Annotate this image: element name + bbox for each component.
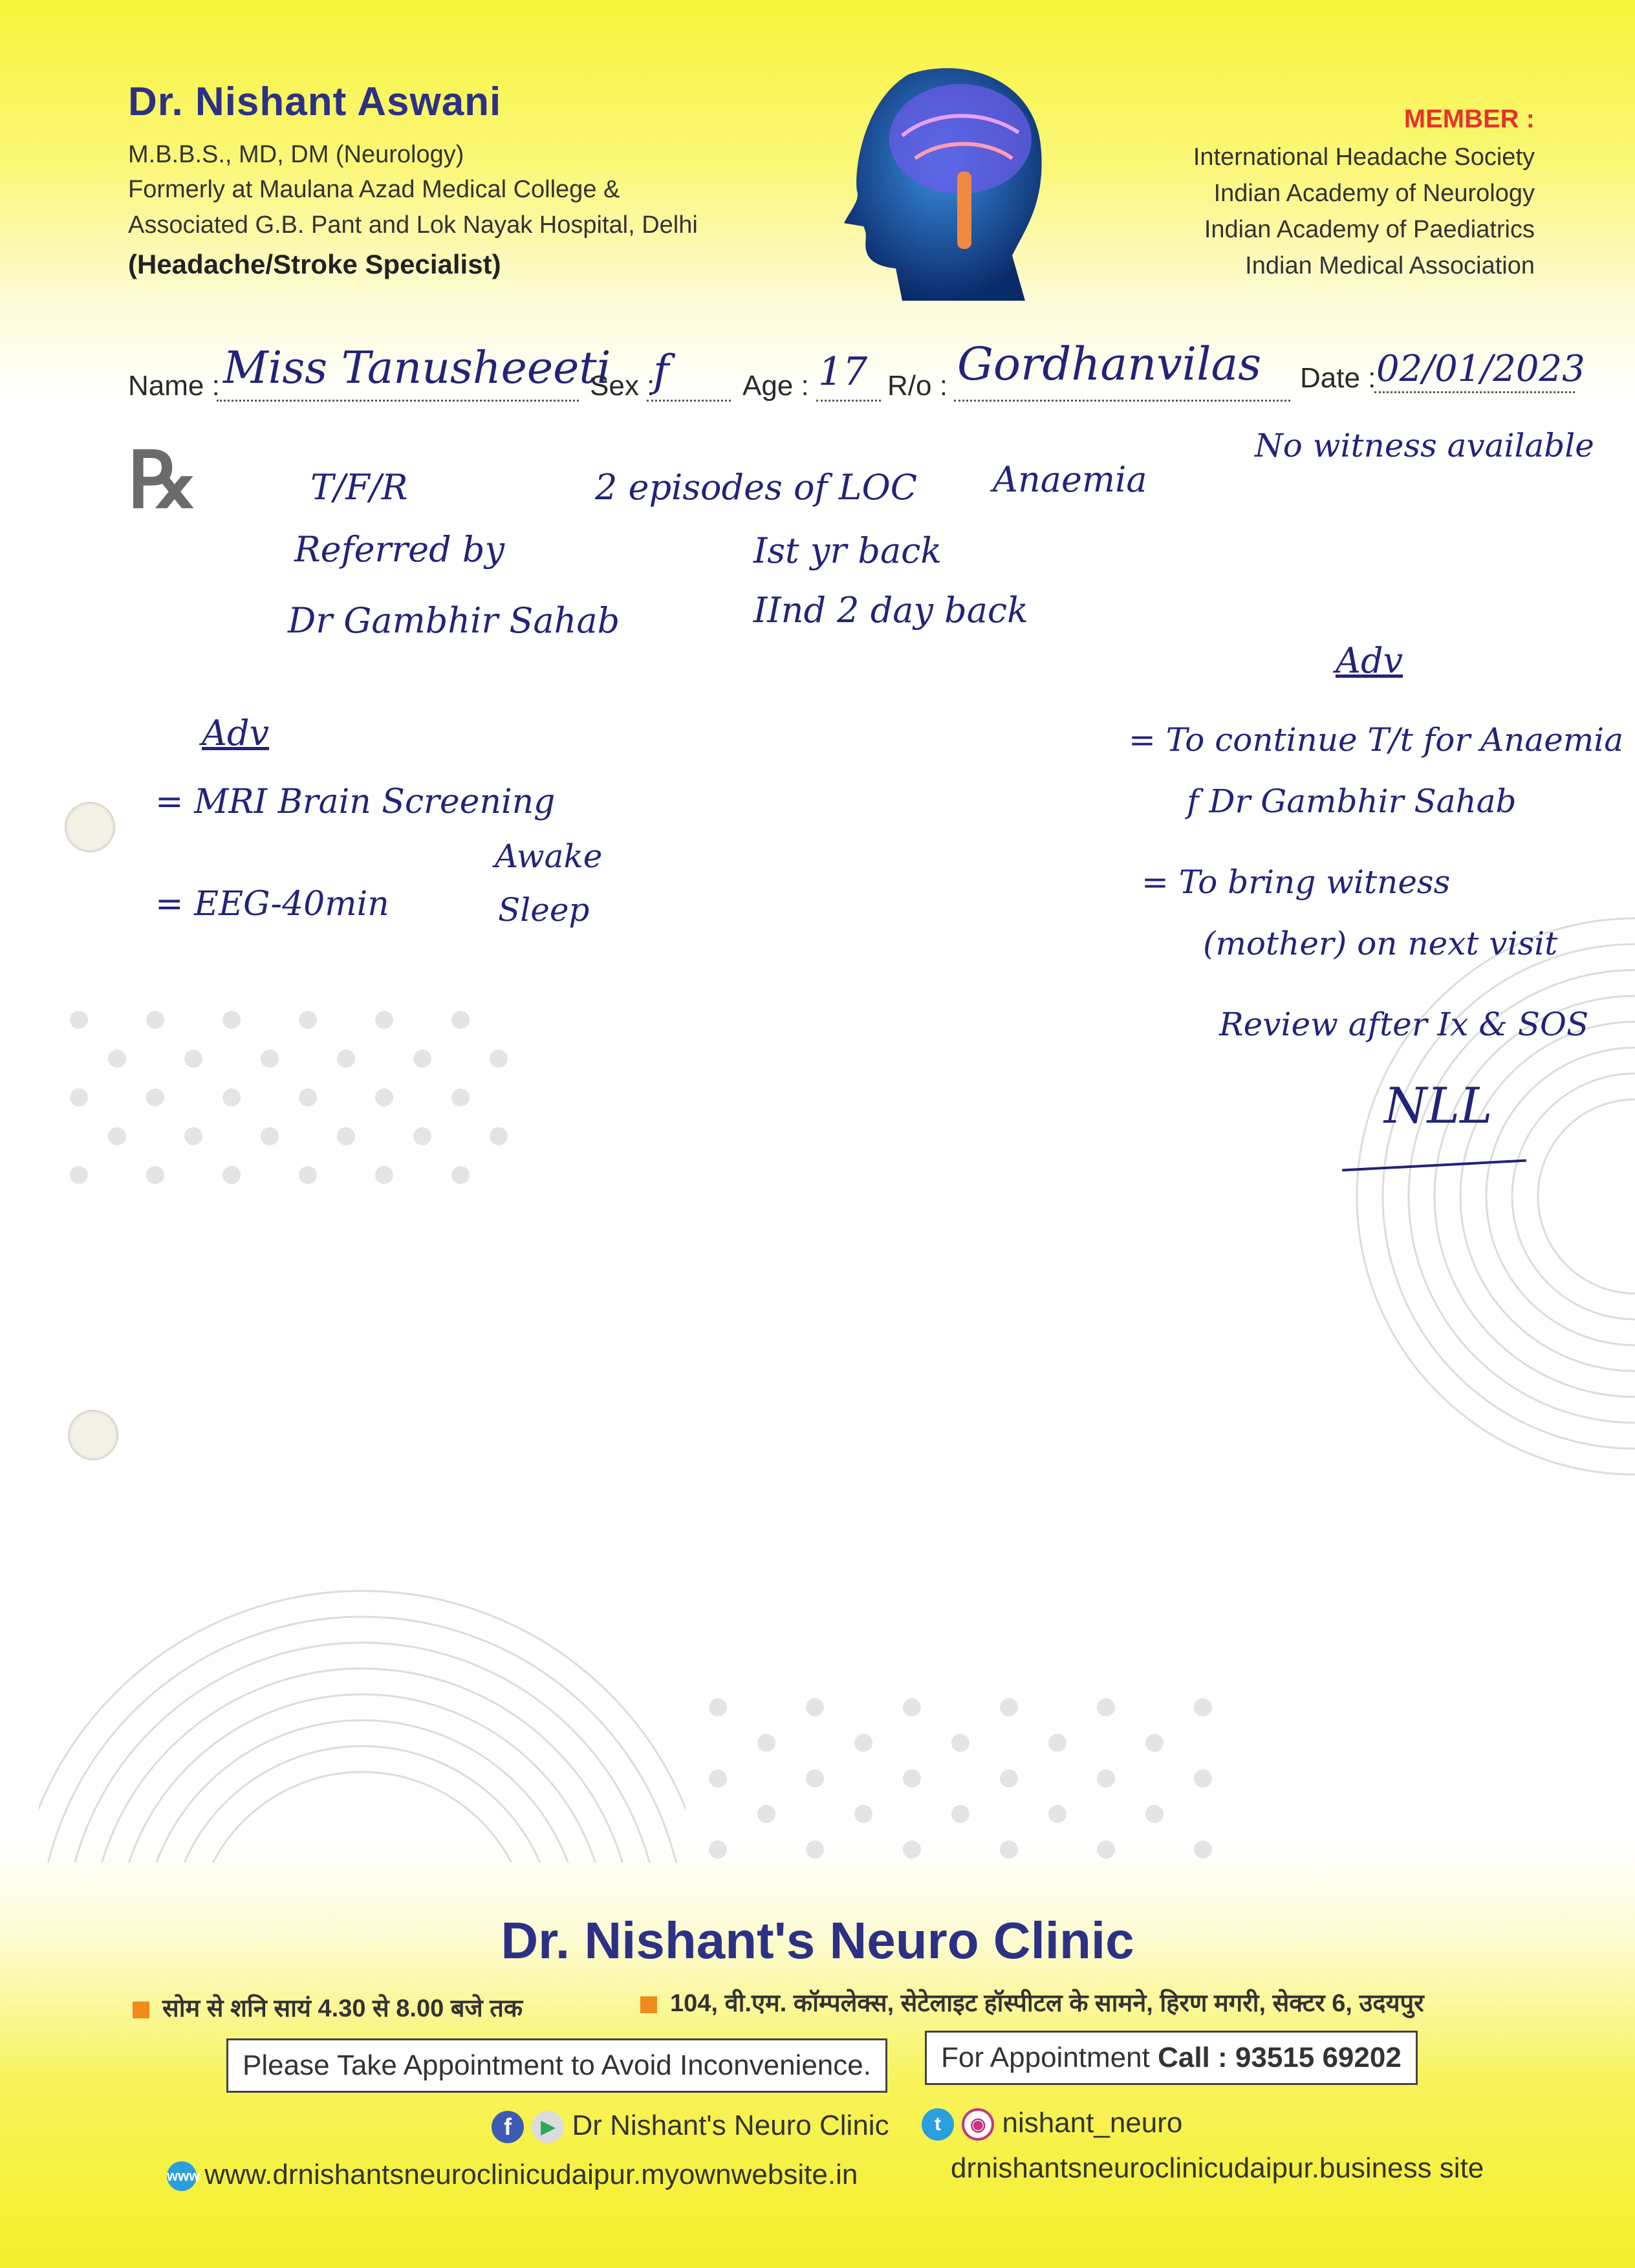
punch-hole [68, 1410, 118, 1460]
no-witness-note: No witness available [1255, 427, 1594, 464]
advice-eeg: = EEG-40min [155, 885, 389, 923]
social-handle[interactable]: nishant_neuro [1002, 2107, 1183, 2139]
age-line [816, 400, 881, 402]
date-label: Date : [1300, 362, 1376, 394]
advice-witness-text: To bring witness [1178, 863, 1451, 901]
clinic-timing [133, 1991, 523, 2024]
membership-item: Indian Academy of Paediatrics [1204, 216, 1535, 243]
episodes-summary: 2 episodes of LOC [595, 467, 918, 508]
name-label: Name : [128, 370, 220, 402]
decorative-dots-left [65, 999, 517, 1193]
advice-eeg-awake: Awake [495, 837, 603, 875]
history-referred: Referred by [294, 529, 504, 570]
member-title: MEMBER : [1403, 105, 1535, 133]
credential-hospital: Associated G.B. Pant and Lok Nayak Hospital, Delhi [128, 211, 698, 239]
punch-hole [65, 802, 115, 852]
advice-eeg-sleep: Sleep [498, 891, 590, 929]
membership-item: International Headache Society [1193, 144, 1535, 171]
date-line [1374, 391, 1575, 393]
credential-former: Formerly at Maulana Azad Medical College & [128, 176, 620, 203]
advice-left-heading: Adv [202, 713, 270, 753]
business-site-link[interactable]: drnishantsneuroclinicudaipur.business site [951, 2152, 1484, 2184]
history-referrer: Dr Gambhir Sahab [288, 600, 620, 641]
advice-review: Review after Ix & SOS [1219, 1006, 1589, 1043]
website-link[interactable]: www.drnishantsneuroclinicudaipur.myownwebsite.in [204, 2159, 858, 2190]
advice-right-heading: Adv [1336, 640, 1403, 681]
name-line [217, 400, 579, 402]
advice-continue: = To continue T/t for Anaemia [1129, 721, 1624, 759]
rx-symbol: ℞ [128, 435, 198, 526]
social-row [922, 2107, 1182, 2141]
appointment-call[interactable] [925, 2031, 1418, 2085]
facebook-icon[interactable]: f [492, 2111, 524, 2143]
twitter-icon[interactable]: t [922, 2108, 954, 2141]
appointment-phone: Call : 93515 69202 [1158, 2042, 1402, 2073]
membership-item: Indian Medical Association [1245, 252, 1535, 279]
specialty: (Headache/Stroke Specialist) [128, 249, 501, 279]
episode-first: Ist yr back [753, 530, 942, 571]
history-tfr: T/F/R [310, 467, 408, 508]
advice-eeg-text: EEG-40min [194, 885, 389, 923]
appointment-note: Please Take Appointment to Avoid Inconvenience. [226, 2038, 887, 2093]
date-value: 02/01/2023 [1376, 348, 1585, 390]
clinic-address [640, 1985, 1424, 2019]
sex-line [647, 400, 731, 402]
bullet-square [133, 2002, 149, 2018]
advice-mri: = MRI Brain Screening [155, 783, 556, 821]
patient-name-value: Miss Tanusheeeti [223, 343, 611, 394]
ro-line [954, 400, 1290, 402]
website-row [167, 2159, 858, 2191]
episode-second: IInd 2 day back [753, 590, 1028, 631]
bullet-square [640, 1996, 657, 2013]
sex-label: Sex : [590, 370, 655, 402]
ro-label: R/o : [887, 370, 947, 402]
patient-sex-value: f [653, 346, 669, 396]
clinic-address-text: 104, वी.एम. कॉम्पलेक्स, सेटेलाइट हॉस्पीटल के सामने, हिरण मगरी, सेक्टर 6, उदयपुर [670, 1990, 1424, 2017]
decorative-dots-bottom [698, 1691, 1255, 1859]
facebook-name[interactable]: Dr Nishant's Neuro Clinic [572, 2110, 889, 2141]
globe-icon: www [167, 2161, 197, 2191]
advice-continue-text: To continue T/t for Anaemia [1165, 721, 1624, 759]
play-store-icon[interactable]: ▶ [532, 2111, 564, 2143]
appointment-prefix: For Appointment [941, 2042, 1158, 2073]
decorative-arcs-left [39, 1449, 686, 1863]
doctor-name: Dr. Nishant Aswani [128, 80, 502, 124]
age-label: Age : [742, 370, 809, 402]
instagram-icon[interactable]: ◉ [962, 2108, 994, 2141]
advice-mri-text: MRI Brain Screening [194, 783, 556, 821]
membership-item: Indian Academy of Neurology [1213, 180, 1535, 207]
brain-head-logo [831, 61, 1051, 301]
advice-witness: = To bring witness [1142, 863, 1451, 901]
facebook-row [492, 2110, 889, 2143]
patient-age-value: 17 [818, 349, 868, 394]
doctor-signature: NLL [1384, 1077, 1493, 1134]
advice-mother: (mother) on next visit [1203, 925, 1558, 962]
clinic-name: Dr. Nishant's Neuro Clinic [501, 1912, 1134, 1969]
advice-referrer: f Dr Gambhir Sahab [1187, 783, 1517, 820]
clinic-timing-text: सोम से शनि सायं 4.30 से 8.00 बजे तक [162, 1995, 523, 2022]
credential-degrees: M.B.B.S., MD, DM (Neurology) [128, 141, 464, 168]
diagnosis: Anaemia [993, 459, 1147, 500]
patient-ro-value: Gordhanvilas [957, 338, 1262, 391]
